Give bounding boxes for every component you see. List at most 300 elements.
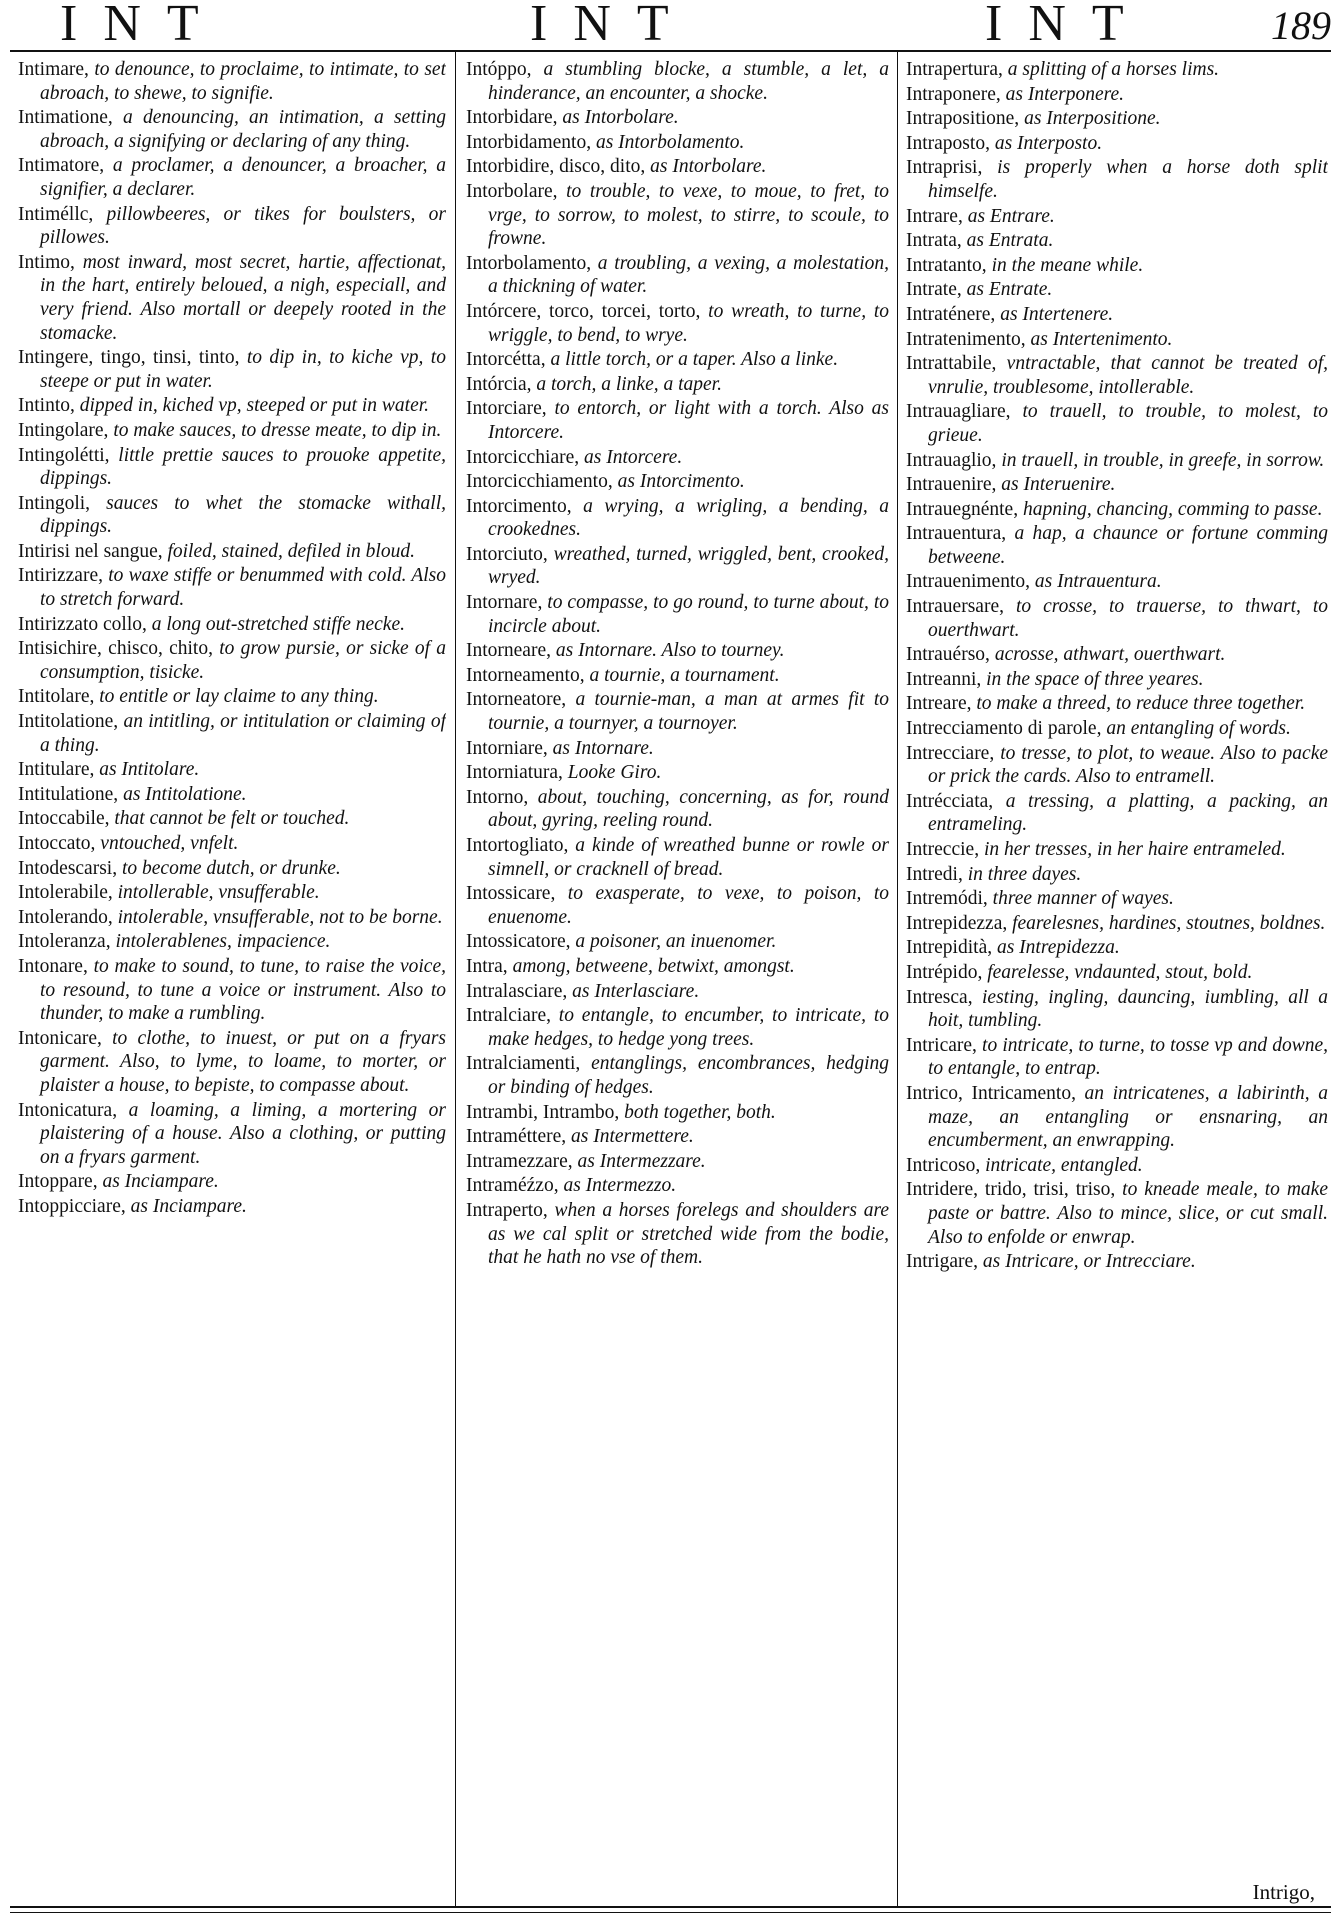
- entry-definition: as Intornare.: [547, 737, 654, 759]
- entry-headword: Intorciuto,: [466, 543, 548, 565]
- dictionary-entry: [466, 252, 889, 299]
- entry-headword: Intitolare,: [18, 686, 95, 708]
- header-right: INT: [985, 0, 1150, 52]
- dictionary-entry: [18, 444, 446, 491]
- entry-headword: Intórcere, torco, torcei, torto,: [466, 300, 701, 322]
- entry-definition: as Intorcere.: [579, 446, 683, 468]
- entry-definition: as Inciampare.: [97, 1171, 219, 1193]
- entry-headword: Intratenimento,: [906, 328, 1026, 350]
- dictionary-entry: [466, 834, 889, 881]
- entry-headword: Intramezzare,: [466, 1150, 573, 1172]
- entry-definition: hapning, chancing, comming to passe.: [1018, 498, 1323, 520]
- dictionary-entry: [18, 857, 446, 881]
- entry-definition: as Interposto.: [989, 132, 1103, 154]
- header-left: INT: [60, 0, 225, 52]
- dictionary-entry: [906, 1250, 1328, 1274]
- dictionary-entry: [466, 1052, 889, 1099]
- entry-definition: to make a threed, to reduce three together.: [971, 693, 1306, 715]
- entry-definition: foiled, stained, defiled in bloud.: [162, 540, 415, 562]
- dictionary-entry: [466, 737, 889, 761]
- entry-definition: pillowbeeres, or tikes for boulsters, or pillowes.: [40, 203, 446, 249]
- entry-definition: as Intrauentura.: [1030, 571, 1162, 593]
- page-number: 189: [1271, 3, 1331, 48]
- entry-definition: a tournie, a tournament.: [584, 664, 780, 686]
- dictionary-entry: [18, 758, 446, 782]
- entry-headword: Intraprisi,: [906, 157, 983, 179]
- dictionary-entry: [906, 278, 1328, 302]
- entry-definition: a hap, a chaunce or fortune comming betweene.: [928, 523, 1328, 568]
- entry-headword: Intrépido,: [906, 961, 983, 983]
- entry-definition: fearelesse, vndaunted, stout, bold.: [982, 961, 1253, 983]
- dictionary-entry: [18, 419, 446, 443]
- catchword: Intrigo,: [1252, 1880, 1315, 1904]
- dictionary-entry: [18, 783, 446, 807]
- entry-headword: Intimatore,: [18, 155, 105, 177]
- dictionary-entry: [18, 540, 446, 564]
- column-divider-1: [455, 52, 456, 1906]
- entry-definition: as Intorbolare.: [557, 107, 679, 129]
- dictionary-entry: [18, 832, 446, 856]
- entry-headword: Intra,: [466, 955, 508, 977]
- header-center: INT: [530, 0, 695, 52]
- entry-definition: as Intertenimento.: [1025, 328, 1173, 350]
- entry-headword: Intrapositione,: [906, 108, 1020, 130]
- dictionary-entry: [906, 229, 1328, 253]
- entry-headword: Intrauaglio,: [906, 449, 997, 471]
- entry-headword: Intraténere,: [906, 303, 996, 325]
- entry-definition: a wrying, a wrigling, a bending, a crookednes.: [488, 495, 889, 541]
- dictionary-entry: [906, 303, 1328, 327]
- entry-definition: to grow pursie, or sicke of a consumption, tisicke.: [40, 638, 446, 683]
- dictionary-entry: [906, 912, 1328, 936]
- entry-headword: Intirizzato collo,: [18, 613, 147, 635]
- entry-definition: to denounce, to proclaime, to intimate, to set abroach, to shewe, to signifie.: [40, 59, 446, 104]
- entry-headword: Intorniatura,: [466, 762, 563, 784]
- entry-definition: in her tresses, in her haire entrameled.: [979, 839, 1286, 860]
- dictionary-entry: [18, 203, 446, 250]
- entry-headword: Intorciare,: [466, 398, 547, 420]
- dictionary-entry: [906, 328, 1328, 352]
- dictionary-entry: [18, 1027, 446, 1098]
- entry-definition: an intitling, or intitulation or claiming of a thing.: [40, 711, 446, 756]
- dictionary-entry: [906, 692, 1328, 716]
- entry-headword: Intonicatura,: [18, 1099, 118, 1121]
- dictionary-entry: [466, 930, 889, 954]
- dictionary-entry: [466, 639, 889, 663]
- entry-headword: Intricoso,: [906, 1154, 981, 1176]
- entry-headword: Intisichire, chisco, chito,: [18, 638, 213, 660]
- footer-rule-thin: [10, 1912, 1331, 1913]
- entry-headword: Intortogliato,: [466, 835, 569, 856]
- entry-headword: Intreccie,: [906, 839, 980, 860]
- entry-definition: an entangling of words.: [1101, 718, 1291, 740]
- entry-definition: when a horses forelegs and shoulders are as we cal split or stretched wide from the bodie, that he hath no vse of them.: [488, 1199, 889, 1269]
- entry-headword: Intratanto,: [906, 254, 987, 276]
- dictionary-entry: [906, 473, 1328, 497]
- entry-headword: Intingolétti,: [18, 444, 110, 466]
- entry-definition: a denouncing, an intimation, a setting abroach, a signifying or declaring of any thing.: [40, 107, 446, 152]
- dictionary-entry: [466, 786, 889, 833]
- entry-headword: Intraposto,: [906, 132, 990, 154]
- entry-headword: Intitulatione,: [18, 783, 119, 805]
- entry-definition: iesting, ingling, dauncing, iumbling, all a hoit, tumbling.: [928, 986, 1328, 1032]
- entry-definition: a long out-stretched stiffe necke.: [146, 613, 405, 635]
- entry-definition: as Entrare.: [962, 205, 1055, 227]
- dictionary-entry: [18, 807, 446, 831]
- entry-headword: Intrattabile,: [906, 353, 997, 375]
- entry-definition: intolerable, vnsufferable, not to be borne.: [112, 906, 443, 928]
- entry-headword: Intorneare,: [466, 640, 551, 662]
- entry-headword: Intorneatore,: [466, 689, 567, 711]
- entry-definition: to become dutch, or drunke.: [117, 857, 341, 879]
- dictionary-entry: [18, 492, 446, 539]
- entry-headword: Intórcia,: [466, 373, 532, 395]
- entry-definition: to exasperate, to vexe, to poison, to enuenome.: [488, 883, 889, 928]
- entry-definition: to clothe, to inuest, or put on a fryars garment. Also, to lyme, to loame, to morter, or plaister a house, to bepiste, to compasse about.: [40, 1027, 446, 1096]
- entry-definition: as Entrate.: [961, 279, 1053, 301]
- dictionary-entry: [466, 882, 889, 929]
- entry-definition: a poisoner, an inuenomer.: [570, 931, 777, 953]
- entry-definition: as Intorcimento.: [612, 471, 745, 493]
- entry-definition: a tournie-man, a man at armes fit to tournie, a tournyer, a tournoyer.: [488, 689, 889, 735]
- dictionary-entry: [906, 570, 1328, 594]
- entry-definition: a tressing, a platting, a packing, an entrameling.: [928, 790, 1328, 836]
- entry-headword: Intrate,: [906, 279, 962, 301]
- entry-headword: Intrauersare,: [906, 596, 1004, 618]
- entry-headword: Intolerabile,: [18, 882, 113, 904]
- entry-definition: among, betweene, betwixt, amongst.: [507, 955, 795, 977]
- column-right: [906, 58, 1328, 1903]
- footer-rule: [10, 1906, 1331, 1908]
- dictionary-entry: [466, 955, 889, 979]
- entry-definition: to crosse, to trauerse, to thwart, to ouerthwart.: [928, 596, 1328, 641]
- dictionary-entry: [18, 906, 446, 930]
- entry-headword: Intrapertura,: [906, 59, 1003, 80]
- dictionary-entry: [906, 668, 1328, 692]
- entry-headword: Intrauegnénte,: [906, 498, 1019, 520]
- entry-definition: as Interponere.: [1000, 83, 1125, 105]
- entry-headword: Intonare,: [18, 955, 88, 977]
- entry-definition: a kinde of wreathed bunne or rowle or simnell, or cracknell of bread.: [488, 835, 889, 880]
- entry-definition: an intricatenes, a labirinth, a maze, an entangling or ensnaring, an encumberment, an enwrapping.: [928, 1082, 1328, 1152]
- entry-headword: Intremódi,: [906, 888, 988, 910]
- dictionary-entry: [906, 352, 1328, 399]
- dictionary-entry: [18, 685, 446, 709]
- entry-headword: Intrecciare,: [906, 742, 995, 764]
- dictionary-entry: [906, 449, 1328, 473]
- entry-headword: Intoppare,: [18, 1171, 98, 1193]
- entry-headword: Intreare,: [906, 693, 972, 715]
- dictionary-entry: [906, 107, 1328, 131]
- dictionary-entry: [466, 980, 889, 1004]
- entry-headword: Intricare,: [906, 1034, 977, 1056]
- dictionary-entry: [466, 373, 889, 397]
- entry-definition: intollerable, vnsufferable.: [112, 882, 320, 904]
- entry-headword: Intraperto,: [466, 1199, 548, 1221]
- entry-headword: Intorbolare,: [466, 180, 558, 202]
- entry-headword: Intresca,: [906, 986, 973, 1008]
- entry-definition: wreathed, turned, wriggled, bent, crooked, wryed.: [488, 543, 889, 589]
- dictionary-entry: [906, 205, 1328, 229]
- entry-definition: a splitting of a horses lims.: [1002, 59, 1220, 80]
- entry-definition: to entorch, or light with a torch. Also as Intorcere.: [488, 398, 889, 443]
- entry-definition: as Interuenire.: [996, 474, 1116, 496]
- dictionary-entry: [906, 522, 1328, 569]
- entry-headword: Intreanni,: [906, 668, 982, 690]
- entry-definition: as Intorbolamento.: [591, 131, 745, 153]
- entry-definition: a proclamer, a denouncer, a broacher, a signifier, a declarer.: [40, 155, 446, 200]
- entry-headword: Intrambi, Intrambo,: [466, 1101, 620, 1123]
- entry-definition: in three dayes.: [962, 863, 1082, 885]
- entry-definition: in trauell, in trouble, in greefe, in sorrow.: [996, 449, 1325, 471]
- entry-headword: Intralciamenti,: [466, 1053, 581, 1075]
- entry-headword: Intolerando,: [18, 906, 113, 928]
- dictionary-entry: [906, 1154, 1328, 1178]
- entry-headword: Intraméźzo,: [466, 1175, 559, 1197]
- entry-definition: to intricate, to turne, to tosse vp and downe, to entangle, to entrap.: [928, 1034, 1328, 1080]
- entry-definition: as Intertenere.: [995, 303, 1114, 325]
- entry-definition: to wreath, to turne, to wriggle, to bend, to wrye.: [488, 300, 889, 346]
- entry-headword: Intrécciata,: [906, 790, 994, 812]
- entry-headword: Intingoli,: [18, 492, 91, 514]
- dictionary-entry: [466, 1125, 889, 1149]
- entry-definition: to dip in, to kiche vp, to steepe or put in water.: [40, 347, 446, 392]
- entry-definition: as Intricare, or Intrecciare.: [978, 1251, 1196, 1273]
- entry-definition: most inward, most secret, hartie, affectionat, in the hart, entirely beloued, a nigh, especiall, and very friend. Also mortall or deepely rooted in the stomacke.: [40, 251, 446, 344]
- dictionary-entry: [906, 254, 1328, 278]
- dictionary-entry: [906, 717, 1328, 741]
- entry-definition: in the meane while.: [986, 254, 1144, 276]
- entry-headword: Intrepidità,: [906, 937, 993, 959]
- dictionary-entry: [466, 470, 889, 494]
- entry-definition: as Interlasciare.: [567, 980, 700, 1002]
- dictionary-entry: [906, 742, 1328, 789]
- entry-headword: Intrauenire,: [906, 474, 997, 496]
- dictionary-entry: [466, 664, 889, 688]
- entry-definition: a stumbling blocke, a stumble, a let, a hinderance, an encounter, a shocke.: [488, 59, 889, 104]
- entry-definition: as Intitolare.: [94, 759, 200, 781]
- entry-definition: as Intermettere.: [566, 1126, 694, 1148]
- entry-definition: to kneade meale, to make paste or battre. Also to mince, slice, or cut small. Also to enfolde or enwrap.: [928, 1179, 1328, 1248]
- entry-definition: to entangle, to encumber, to intricate, to make hedges, to hedge yong trees.: [488, 1005, 889, 1050]
- entry-headword: Intrecciamento di parole,: [906, 718, 1102, 740]
- dictionary-entry: [466, 180, 889, 251]
- entry-headword: Intorcicchiare,: [466, 446, 580, 468]
- entry-headword: Intitulare,: [18, 759, 95, 781]
- entry-headword: Intralasciare,: [466, 980, 568, 1002]
- dictionary-entry: [18, 394, 446, 418]
- dictionary-entry: [906, 498, 1328, 522]
- entry-headword: Intitolatione,: [18, 711, 119, 733]
- dictionary-entry: [906, 400, 1328, 447]
- entry-definition: a little torch, or a taper. Also a linke.: [545, 349, 839, 371]
- dictionary-entry: [466, 155, 889, 179]
- entry-definition: to make sauces, to dresse meate, to dip in.: [108, 419, 442, 441]
- entry-headword: Intorcétta,: [466, 349, 546, 371]
- entry-definition: is properly when a horse doth split himselfe.: [928, 157, 1328, 202]
- entry-headword: Intornare,: [466, 592, 543, 614]
- entry-definition: a troubling, a vexing, a molestation, a thickning of water.: [488, 252, 889, 298]
- dictionary-entry: [466, 106, 889, 130]
- dictionary-entry: [18, 637, 446, 684]
- column-middle: [466, 58, 889, 1903]
- dictionary-entry: [906, 132, 1328, 156]
- entry-headword: Intorniare,: [466, 737, 548, 759]
- entry-headword: Intorbolamento,: [466, 252, 592, 274]
- entry-headword: Intorbidare,: [466, 107, 558, 129]
- entry-headword: Intrauenimento,: [906, 571, 1030, 593]
- dictionary-entry: [18, 710, 446, 757]
- entry-definition: as Intermezzare.: [572, 1150, 706, 1172]
- entry-headword: Intingere, tingo, tinsi, tinto,: [18, 347, 240, 369]
- entry-definition: both together, both.: [619, 1101, 776, 1123]
- dictionary-entry: [906, 961, 1328, 985]
- dictionary-entry: [466, 1150, 889, 1174]
- entry-definition: as Intrepidezza.: [992, 937, 1120, 959]
- entry-definition: a torch, a linke, a taper.: [531, 373, 722, 395]
- entry-headword: Intodescarsi,: [18, 857, 118, 879]
- entry-definition: Looke Giro.: [562, 762, 662, 784]
- entry-definition: as Intitolatione.: [118, 783, 247, 805]
- dictionary-entry: [18, 881, 446, 905]
- dictionary-entry: [466, 591, 889, 638]
- entry-headword: Intoccabile,: [18, 808, 110, 830]
- entry-headword: Intorcicchiamento,: [466, 471, 613, 493]
- dictionary-entry: [466, 58, 889, 105]
- dictionary-entry: [18, 1195, 446, 1219]
- dictionary-entry: [18, 58, 446, 105]
- entry-definition: in the space of three yeares.: [981, 668, 1204, 690]
- dictionary-entry: [18, 251, 446, 345]
- dictionary-entry: [466, 1199, 889, 1270]
- entry-headword: Intoccato,: [18, 833, 96, 854]
- entry-headword: Intimatione,: [18, 107, 113, 129]
- dictionary-entry: [906, 986, 1328, 1033]
- entry-definition: as Intornare. Also to tourney.: [551, 640, 785, 662]
- dictionary-entry: [466, 688, 889, 735]
- entry-headword: Intiméllc,: [18, 203, 94, 225]
- entry-headword: Intossicatore,: [466, 931, 571, 953]
- entry-definition: to waxe stiffe or benummed with cold. Also to stretch forward.: [40, 565, 446, 611]
- dictionary-entry: [466, 397, 889, 444]
- entry-headword: Intrare,: [906, 205, 963, 227]
- entry-definition: as Intermezzo.: [558, 1175, 677, 1197]
- dictionary-entry: [906, 595, 1328, 642]
- dictionary-entry: [466, 1174, 889, 1198]
- dictionary-entry: [466, 131, 889, 155]
- entry-definition: intricate, entangled.: [980, 1154, 1143, 1176]
- dictionary-entry: [906, 156, 1328, 203]
- dictionary-entry: [18, 154, 446, 201]
- entry-definition: sauces to whet the stomacke withall, dippings.: [40, 492, 446, 538]
- dictionary-entry: [18, 106, 446, 153]
- entry-headword: Intrauérso,: [906, 644, 990, 666]
- dictionary-entry: [18, 346, 446, 393]
- entry-headword: Intingolare,: [18, 419, 109, 441]
- entry-definition: as Entrata.: [961, 230, 1054, 252]
- entry-definition: to tresse, to plot, to weaue. Also to packe or prick the cards. Also to entramell.: [928, 742, 1328, 788]
- entry-definition: entanglings, encombrances, hedging or binding of hedges.: [488, 1053, 889, 1098]
- dictionary-entry: [466, 348, 889, 372]
- entry-definition: to make to sound, to tune, to raise the voice, to resound, to tune a voice or instrument. Also to thunder, to make a rumbling.: [40, 955, 446, 1025]
- entry-definition: to trauell, to trouble, to molest, to grieue.: [928, 401, 1328, 446]
- entry-headword: Intrauagliare,: [906, 401, 1011, 423]
- entry-headword: Intorcimento,: [466, 495, 572, 517]
- entry-definition: intolerablenes, impacience.: [110, 931, 331, 953]
- entry-definition: little prettie sauces to prouoke appetite, dippings.: [40, 444, 446, 490]
- dictionary-entry: [906, 936, 1328, 960]
- dictionary-entry: [906, 887, 1328, 911]
- entry-headword: Intrico, Intricamento,: [906, 1082, 1076, 1104]
- entry-headword: Intimo,: [18, 251, 75, 273]
- entry-headword: Intraponere,: [906, 83, 1001, 105]
- dictionary-entry: [466, 761, 889, 785]
- entry-headword: Intraméttere,: [466, 1126, 567, 1148]
- entry-headword: Intóppo,: [466, 59, 532, 80]
- dictionary-entry: [906, 863, 1328, 887]
- entry-headword: Intrauentura,: [906, 523, 1007, 545]
- running-header: [0, 0, 1339, 52]
- dictionary-entry: [18, 930, 446, 954]
- entry-definition: as Interpositione.: [1019, 108, 1161, 130]
- entry-definition: that cannot be felt or touched.: [109, 808, 350, 830]
- entry-headword: Intimare,: [18, 59, 89, 80]
- dictionary-entry: [906, 1178, 1328, 1249]
- entry-headword: Intorno,: [466, 786, 529, 808]
- header-rule: [10, 50, 1331, 52]
- dictionary-entry: [906, 1034, 1328, 1081]
- entry-definition: as Intorbolare.: [645, 156, 767, 178]
- entry-headword: Intridere, trido, trisi, triso,: [906, 1179, 1116, 1201]
- dictionary-entry: [18, 564, 446, 611]
- dictionary-entry: [906, 643, 1328, 667]
- entry-headword: Intrigare,: [906, 1251, 979, 1273]
- column-left: [18, 58, 446, 1903]
- entry-headword: Intonicare,: [18, 1027, 102, 1049]
- entry-headword: Intrata,: [906, 230, 962, 252]
- entry-headword: Intirisi nel sangue,: [18, 540, 163, 562]
- entry-definition: vntouched, vnfelt.: [95, 833, 239, 854]
- dictionary-entry: [906, 1082, 1328, 1153]
- entry-headword: Intrepidezza,: [906, 912, 1008, 934]
- entry-definition: vntractable, that cannot be treated of, vnrulie, troublesome, intollerable.: [928, 353, 1328, 398]
- dictionary-entry: [18, 613, 446, 637]
- entry-headword: Intoppicciare,: [18, 1195, 126, 1217]
- dictionary-entry: [906, 58, 1328, 82]
- dictionary-entry: [466, 300, 889, 347]
- column-divider-2: [897, 52, 898, 1906]
- entry-definition: to compasse, to go round, to turne about, to incircle about.: [488, 592, 889, 637]
- entry-headword: Intorbidamento,: [466, 131, 592, 153]
- dictionary-entry: [466, 1101, 889, 1125]
- entry-definition: to trouble, to vexe, to moue, to fret, to vrge, to sorrow, to molest, to stirre, to scoule, to frowne.: [488, 180, 889, 250]
- entry-definition: as Inciampare.: [125, 1195, 247, 1217]
- dictionary-entry: [466, 543, 889, 590]
- entry-headword: Intossicare,: [466, 883, 556, 905]
- entry-definition: about, touching, concerning, as for, round about, gyring, reeling round.: [488, 786, 889, 832]
- dictionary-entry: [18, 1170, 446, 1194]
- dictionary-entry: [466, 495, 889, 542]
- entry-definition: fearelesnes, hardines, stoutnes, boldnes.: [1007, 912, 1326, 934]
- dictionary-entry: [906, 790, 1328, 837]
- entry-definition: a loaming, a liming, a mortering or plaistering of a house. Also a clothing, or putting on a fryars garment.: [40, 1099, 446, 1168]
- entry-headword: Intralciare,: [466, 1005, 551, 1027]
- dictionary-entry: [18, 1099, 446, 1170]
- entry-definition: to entitle or lay claime to any thing.: [94, 686, 379, 708]
- dictionary-entry: [906, 838, 1328, 862]
- dictionary-entry: [18, 955, 446, 1026]
- dictionary-entry: [466, 1004, 889, 1051]
